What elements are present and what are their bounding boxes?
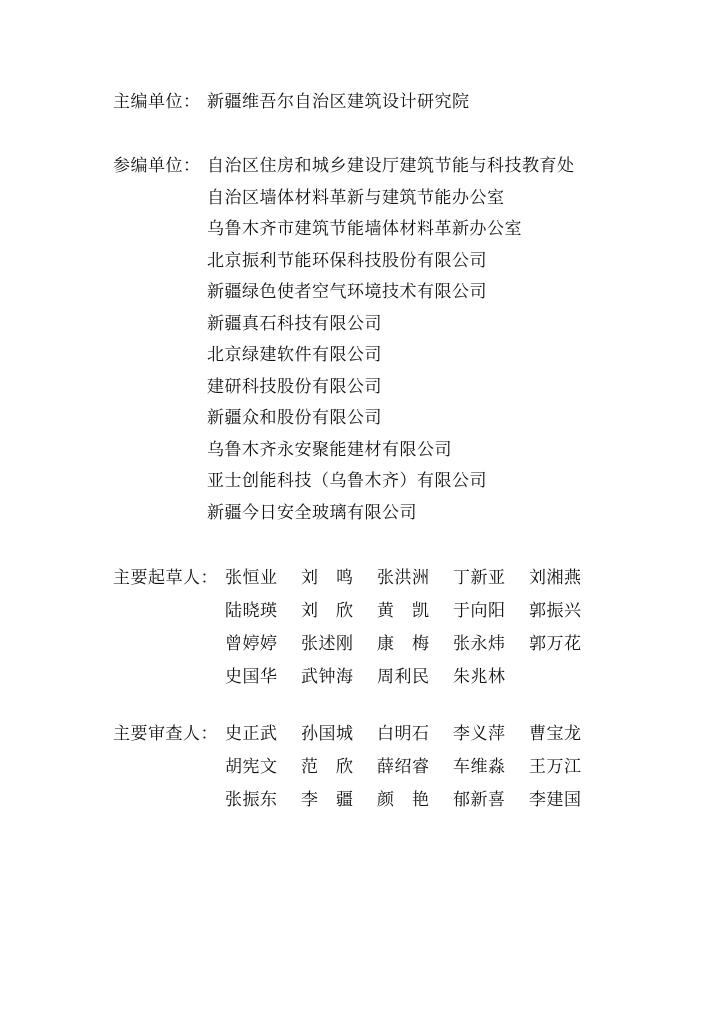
participating-unit: 新疆绿色使者空气环境技术有限公司 (207, 282, 487, 302)
drafters-row (225, 570, 605, 603)
reviewer-name: 车维淼 (453, 757, 506, 777)
drafter-name: 郭万花 (529, 634, 582, 654)
reviewer-name: 史正武 (225, 724, 278, 744)
drafters-row (225, 603, 605, 636)
drafter-name: 张永炜 (453, 634, 506, 654)
reviewer-name: 王万江 (529, 757, 582, 777)
reviewer-name: 胡宪文 (225, 757, 278, 777)
drafters-row (225, 669, 605, 702)
drafter-name: 史国华 (225, 667, 278, 687)
drafter-name: 武钟海 (301, 667, 354, 687)
chief-unit-label: 主编单位： (113, 92, 201, 112)
reviewer-name: 颜 艳 (377, 790, 430, 810)
reviewer-name: 李建国 (529, 790, 582, 810)
participating-unit: 乌鲁木齐永安聚能建材有限公司 (207, 439, 452, 460)
participating-unit: 自治区墙体材料革新与建筑节能办公室 (207, 187, 505, 208)
drafter-name: 周利民 (377, 667, 430, 687)
chief-unit-list (207, 94, 470, 126)
reviewer-name: 李 疆 (301, 790, 354, 810)
participating-unit: 新疆众和股份有限公司 (207, 408, 382, 428)
reviewer-name: 孙国城 (301, 724, 354, 744)
participating-unit: 北京绿建软件有限公司 (207, 345, 382, 365)
drafter-name: 张恒业 (225, 568, 278, 588)
reviewer-name: 薛绍睿 (377, 757, 430, 777)
drafter-name: 张洪洲 (377, 568, 430, 588)
reviewer-name: 范 欣 (301, 757, 354, 777)
drafter-name: 刘 鸣 (301, 568, 354, 588)
reviewer-name: 曹宝龙 (529, 724, 582, 744)
chief-unit-value: 新疆维吾尔自治区建筑设计研究院 (207, 92, 470, 112)
reviewer-name: 白明石 (377, 724, 430, 744)
participating-units-list (207, 158, 575, 536)
drafters-row (225, 636, 605, 669)
participating-unit: 北京振利节能环保科技股份有限公司 (207, 250, 487, 271)
drafters-grid (225, 570, 605, 702)
reviewers-row (225, 792, 605, 825)
drafter-name: 陆晓瑛 (225, 601, 278, 621)
reviewers-label: 主要审查人： (113, 724, 218, 744)
reviewer-name: 张振东 (225, 790, 278, 810)
reviewers-row (225, 726, 605, 759)
drafter-name: 刘湘燕 (529, 568, 582, 588)
drafters-label: 主要起草人： (113, 568, 218, 588)
drafter-name: 朱兆林 (453, 667, 506, 687)
participating-unit: 新疆真石科技有限公司 (207, 313, 382, 334)
drafter-name: 黄 凯 (377, 601, 430, 621)
drafter-name: 于向阳 (453, 601, 506, 621)
drafter-name: 丁新亚 (453, 568, 506, 588)
drafter-name: 曾婷婷 (225, 634, 278, 654)
participating-unit: 自治区住房和城乡建设厅建筑节能与科技教育处 (207, 156, 575, 176)
reviewers-grid (225, 726, 605, 825)
participating-units-label: 参编单位： (113, 156, 201, 176)
participating-unit: 亚士创能科技（乌鲁木齐）有限公司 (207, 471, 487, 491)
reviewers-row (225, 759, 605, 792)
participating-unit: 建研科技股份有限公司 (207, 376, 382, 397)
reviewer-name: 李义萍 (453, 724, 506, 744)
drafter-name: 张述刚 (301, 634, 354, 654)
reviewer-name: 郁新喜 (453, 790, 506, 810)
drafter-name: 康 梅 (377, 634, 430, 654)
drafter-name: 刘 欣 (301, 601, 354, 621)
drafter-name: 郭振兴 (529, 601, 582, 621)
participating-unit: 乌鲁木齐市建筑节能墙体材料革新办公室 (207, 219, 522, 239)
participating-unit: 新疆今日安全玻璃有限公司 (207, 502, 417, 523)
